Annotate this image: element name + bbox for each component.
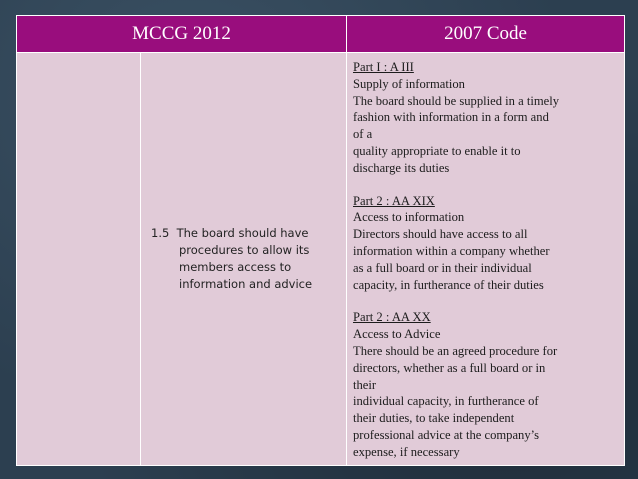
code-section-ref: Part 2 : AA XIX	[353, 193, 435, 208]
code-section-line: There should be an agreed procedure for	[353, 343, 558, 358]
header-2007-code: 2007 Code	[347, 16, 625, 53]
code-section-line: as a full board or in their individual	[353, 260, 532, 275]
empty-cell	[17, 53, 141, 466]
code-section-line: Access to information	[353, 210, 465, 225]
header-mccg-2012: MCCG 2012	[17, 16, 347, 53]
code-section-line: their duties, to take independent	[353, 411, 515, 426]
code-section-ref: Part 2 : AA XX	[353, 310, 431, 325]
code-section-line: professional advice at the company’s	[353, 427, 540, 442]
code-section-aa-xx	[353, 309, 620, 460]
code-section-line: directors, whether as a full board or in	[353, 360, 546, 375]
code-section-line: Directors should have access to all	[353, 227, 528, 242]
code-cell	[347, 53, 625, 466]
mccg-cell	[141, 53, 347, 466]
mccg-item	[141, 225, 346, 293]
mccg-item-line: information and advice	[179, 277, 313, 291]
header-row	[17, 16, 625, 53]
mccg-item-number: 1.5	[151, 226, 170, 240]
code-section-a-iii	[353, 59, 620, 177]
code-section-line: expense, if necessary	[353, 444, 460, 459]
code-section-line: of a	[353, 127, 373, 142]
code-section-line: quality appropriate to enable it to	[353, 143, 521, 158]
code-section-line: individual capacity, in furtherance of	[353, 394, 539, 409]
mccg-item-line: procedures to allow its	[179, 243, 310, 257]
code-section-ref: Part I : A III	[353, 60, 414, 74]
code-section-line: Supply of information	[353, 76, 465, 91]
code-section-line: information within a company whether	[353, 243, 550, 258]
comparison-table	[16, 15, 625, 466]
table-row	[17, 53, 625, 466]
code-section-line: discharge its duties	[353, 160, 450, 175]
code-section-line: The board should be supplied in a timely	[353, 93, 560, 108]
code-section-line: their	[353, 377, 377, 392]
code-section-line: fashion with information in a form and	[353, 110, 549, 125]
code-section-line: capacity, in furtherance of their duties	[353, 277, 544, 292]
code-section-aa-xix	[353, 193, 620, 294]
mccg-item-line: The board should have	[176, 226, 309, 240]
code-section-line: Access to Advice	[353, 327, 441, 342]
mccg-item-line: members access to	[179, 260, 292, 274]
